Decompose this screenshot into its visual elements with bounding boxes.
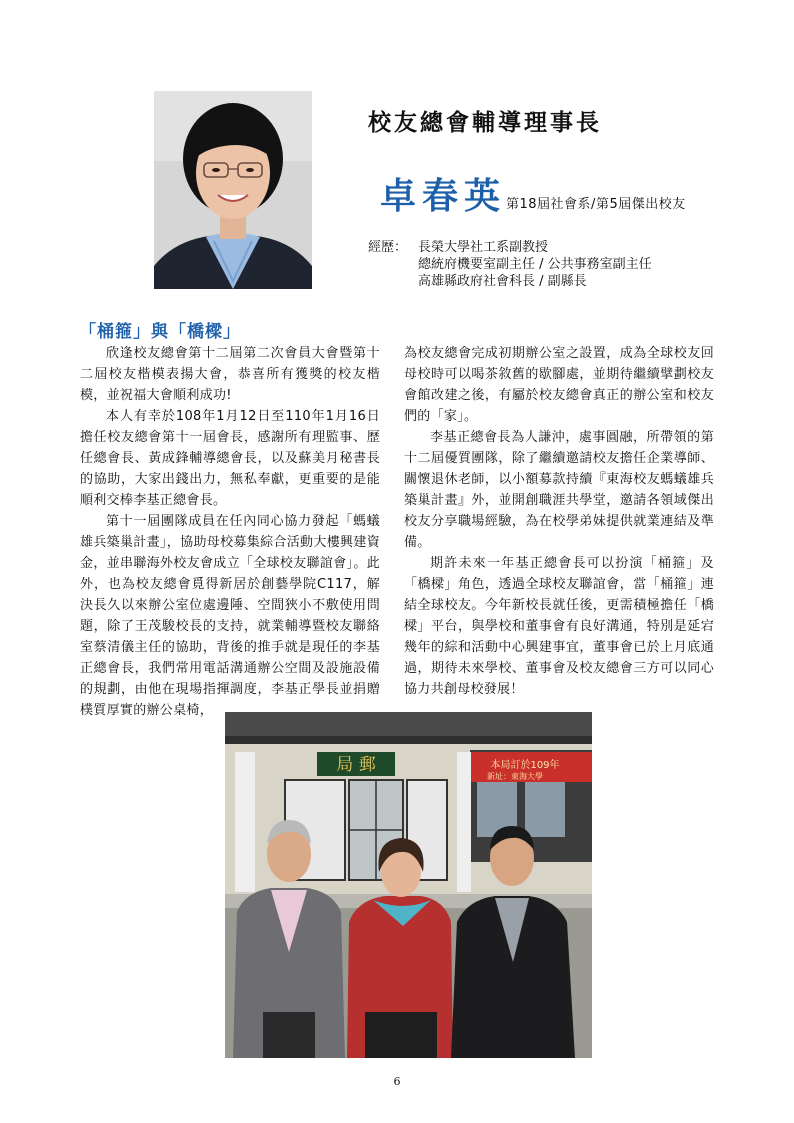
experience-list xyxy=(418,239,652,290)
paragraph: 期許未來一年基正總會長可以扮演「桶箍」及「橋樑」角色，透過全球校友聯誼會，當「桶箍」連結全球校友。今年新校長就任後，更需積極擔任「橋樑」平台，與學校和董事會有良好溝通，特別是延宕幾年的綜和活動中心興建事宜，董事會已於上月底通過，期待未來學校、董事會及校友總會三方可以同心協力共創母校發展！ xyxy=(404,556,714,697)
post-office-sign: 局 郵 xyxy=(336,755,376,775)
experience-block xyxy=(368,239,652,290)
banner-text: 本局訂於109年 xyxy=(490,760,560,771)
page-number: 6 xyxy=(393,1075,401,1088)
experience-item: 高雄縣政府社會科長 / 副縣長 xyxy=(418,274,587,289)
paragraph: 為校友總會完成初期辦公室之設置，成為全球校友回母校時可以喝茶敘舊的歇腳處，並期待繼續擘劃校友會館改建之後，有屬於校友總會真正的辦公室和校友們的「家」。 xyxy=(404,346,714,424)
portrait-illustration xyxy=(154,91,312,289)
experience-label: 經歷： xyxy=(368,240,408,255)
paragraph: 欣逢校友總會第十二屆第二次會員大會暨第十二屆校友楷模表揚大會，恭喜所有獲獎的校友楷模，並祝福大會順利成功! xyxy=(80,346,380,403)
paragraph: 第十一屆團隊成員在任內同心協力發起「螞蟻雄兵築巢計畫」，協助母校募集綜合活動大樓興建資金，並串聯海外校友會成立「全球校友聯誼會」。此外，也為校友總會覓得新居於創藝學院C117，解決長久以來辦公室位處邊陲、空間狹小不敷使用問題，除了王茂駿校長的支持，就業輔導暨校友聯絡室蔡清儀主任的協助，背後的推手就是現任的李基正總會長，我們常用電話溝通辦公空間及設施設備的規劃，由他在現場指揮調度，李基正學長並捐贈樸質厚實的辦公桌椅， xyxy=(80,514,380,718)
article-title: 「桶箍」與「橋樑」 xyxy=(79,322,241,342)
paragraph: 本人有幸於108年1月12日至110年1月16日擔任校友總會第十一屆會長，感謝所有理監事、歷任總會長、黃成鋒輔導總會長，以及蘇美月秘書長的協助，大家出錢出力，無私奉獻，更重要的是能順利交棒李基正總會長。 xyxy=(80,409,380,508)
article-column-left xyxy=(80,343,380,721)
group-photo-illustration xyxy=(225,712,592,1058)
group-photo xyxy=(225,712,592,1058)
name-suffix: 第18屆社會系/第5屆傑出校友 xyxy=(506,197,686,212)
portrait-photo xyxy=(154,91,312,289)
paragraph: 李基正總會長為人謙沖，處事圓融，所帶領的第十二屆優質團隊，除了繼續邀請校友擔任企業導師、關懷退休老師，以小額募款持續『東海校友螞蟻雄兵築巢計畫』外，並開創職涯共學堂，邀請各領域傑出校友分享職場經驗，為在校學弟妹提供就業連結及準備。 xyxy=(404,430,714,550)
experience-item: 總統府機要室副主任 / 公共事務室副主任 xyxy=(418,257,652,272)
experience-item: 長榮大學社工系副教授 xyxy=(418,240,549,255)
article-column-right xyxy=(404,343,714,700)
role-title: 校友總會輔導理事長 xyxy=(368,109,602,136)
person-name: 卓春英 xyxy=(380,175,507,217)
name-line xyxy=(380,168,686,219)
banner-text-secondary: 新址：東海大學 xyxy=(487,772,543,781)
